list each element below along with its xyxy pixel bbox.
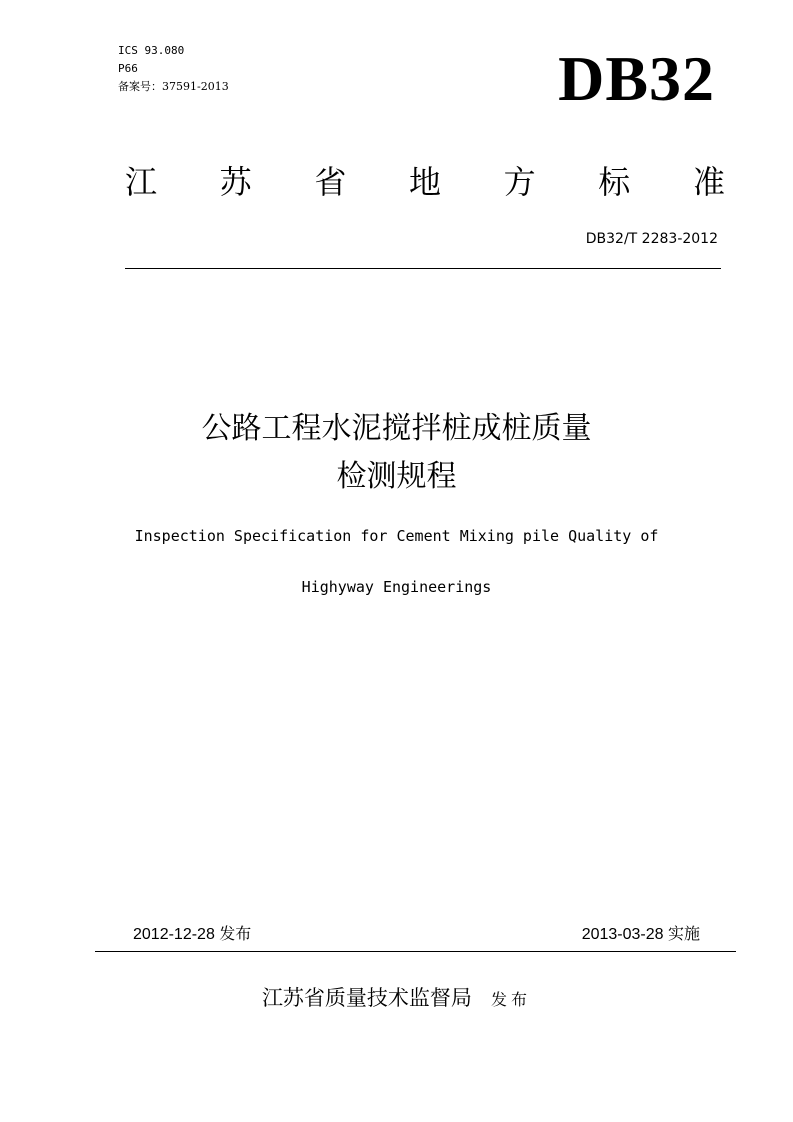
publisher-action: 发布 xyxy=(491,990,532,1009)
ics-code: ICS 93.080 xyxy=(118,44,185,57)
standard-type-heading xyxy=(125,160,725,204)
issue-date-label: 发布 xyxy=(219,924,252,943)
issue-date-value: 2012-12-28 xyxy=(133,926,215,943)
filing-number: 备案号：37591-2013 xyxy=(118,80,229,93)
chinese-title xyxy=(0,405,793,501)
publisher-name: 江苏省质量技术监督局 xyxy=(261,986,472,1010)
chinese-title-line2: 检测规程 xyxy=(336,459,457,494)
standard-type-char: 省 xyxy=(314,163,347,201)
implementation-date-label: 实施 xyxy=(667,924,700,943)
english-title-line1: Inspection Specification for Cement Mixing pile Quality of xyxy=(134,527,659,545)
standard-type-char: 苏 xyxy=(219,163,252,201)
issue-date xyxy=(133,923,251,946)
implementation-date-value: 2013-03-28 xyxy=(581,926,664,943)
english-title-line2: Highyway Engineerings xyxy=(301,578,492,596)
classification-block xyxy=(118,42,229,96)
implementation-date xyxy=(582,923,700,946)
ccs-code: P66 xyxy=(118,62,138,75)
standard-type-char: 标 xyxy=(598,163,631,201)
standard-type-char: 江 xyxy=(125,163,158,201)
standard-number: DB32/T 2283-2012 xyxy=(585,231,718,247)
standard-type-char: 地 xyxy=(408,163,441,201)
standard-type-char: 方 xyxy=(503,163,536,201)
bottom-divider xyxy=(95,951,736,952)
publisher-line xyxy=(0,983,793,1013)
chinese-title-line1: 公路工程水泥搅拌桩成桩质量 xyxy=(201,411,592,446)
standard-type-char: 准 xyxy=(692,163,725,201)
db32-logo: DB32 xyxy=(558,43,715,114)
top-divider xyxy=(125,268,721,269)
